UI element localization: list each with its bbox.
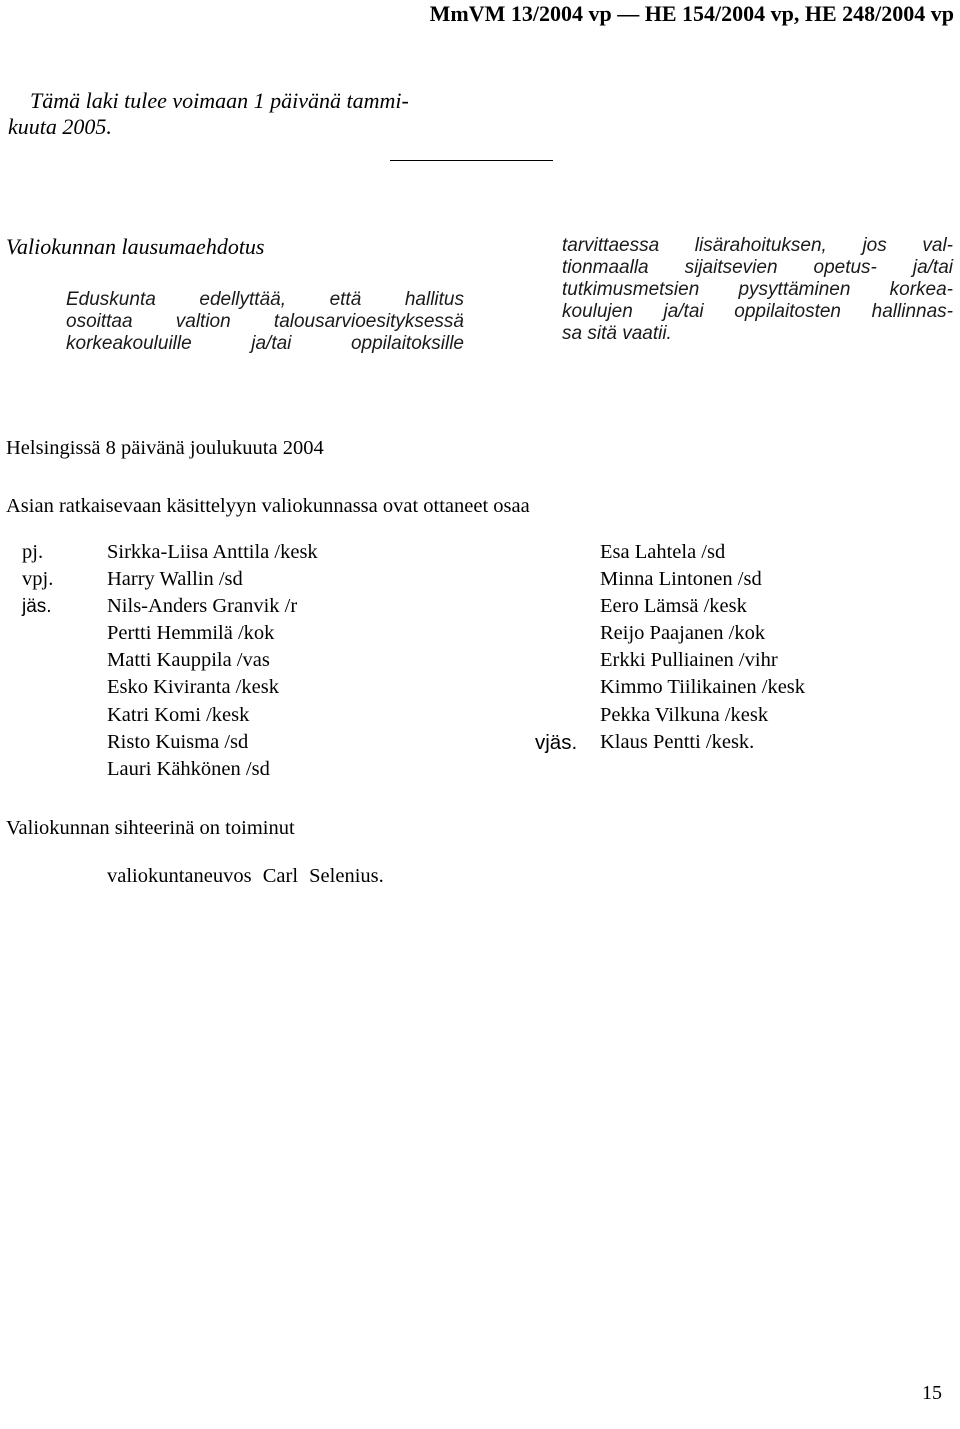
member-name: Erkki Pulliainen /vihr (600, 649, 778, 672)
member-role: pj. (22, 541, 44, 563)
member-name: Nils-Anders Granvik /r (107, 595, 298, 618)
member-name: Katri Komi /kesk (107, 703, 250, 726)
member-role: vpj. (22, 568, 54, 591)
member-name: Reijo Paajanen /kok (600, 622, 766, 645)
right-members (600, 539, 805, 756)
member-name: Esko Kiviranta /kesk (107, 676, 279, 699)
proposal-right-line: koulujen ja/tai oppilaitosten hallinnas- (562, 301, 953, 322)
member-name: Harry Wallin /sd (107, 568, 243, 591)
member-name: Pekka Vilkuna /kesk (600, 703, 769, 726)
proposal-right-line: tutkimusmetsien pysyttäminen korkea- (562, 279, 953, 300)
proposal-left-column (66, 289, 464, 355)
left-members (107, 539, 318, 783)
document-header: MmVM 13/2004 vp — HE 154/2004 vp, HE 248/2004 vp (429, 1, 954, 26)
member-name: Kimmo Tiilikainen /kesk (600, 676, 806, 699)
member-name: Minna Lintonen /sd (600, 568, 762, 591)
member-name: Klaus Pentti /kesk. (600, 730, 755, 753)
proposal-left-line: korkeakouluille ja/tai oppilaitoksille (66, 333, 464, 354)
place-date: Helsingissä 8 päivänä joulukuuta 2004 (6, 437, 324, 459)
member-name: Risto Kuisma /sd (107, 730, 249, 753)
intro-line-2: kuuta 2005. (8, 114, 112, 139)
intro-line-1: Tämä laki tulee voimaan 1 päivänä tammi- (30, 88, 409, 113)
member-name: Pertti Hemmilä /kok (107, 622, 275, 645)
page-number: 15 (922, 1382, 942, 1404)
proposal-right-line: tionmaalla sijaitsevien opetus- ja/tai (562, 257, 953, 278)
member-name: Esa Lahtela /sd (600, 541, 726, 563)
proposal-right-column (562, 235, 953, 345)
left-roles (22, 539, 53, 620)
proposal-heading: Valiokunnan lausumaehdotus (6, 234, 265, 259)
member-name: Lauri Kähkönen /sd (107, 757, 270, 780)
member-role: jäs. (22, 596, 52, 618)
participants-intro: Asian ratkaisevaan käsittelyyn valiokunnassa ovat ottaneet osaa (6, 495, 530, 517)
member-name: Matti Kauppila /vas (107, 649, 270, 672)
proposal-left-line: Eduskunta edellyttää, että hallitus (66, 289, 464, 310)
proposal-left-line: osoittaa valtion talousarvioesityksessä (66, 311, 464, 332)
proposal-right-line: tarvittaessa lisärahoituksen, jos val- (562, 235, 953, 256)
secretary-name: valiokuntaneuvos Carl Selenius. (107, 865, 384, 887)
member-name: Eero Lämsä /kesk (600, 595, 747, 618)
right-role-vjas: vjäs. (535, 731, 578, 754)
secretary-intro: Valiokunnan sihteerinä on toiminut (6, 817, 295, 839)
section-divider (390, 160, 553, 161)
member-name: Sirkka-Liisa Anttila /kesk (107, 541, 318, 563)
proposal-right-line: sa sitä vaatii. (562, 323, 672, 344)
